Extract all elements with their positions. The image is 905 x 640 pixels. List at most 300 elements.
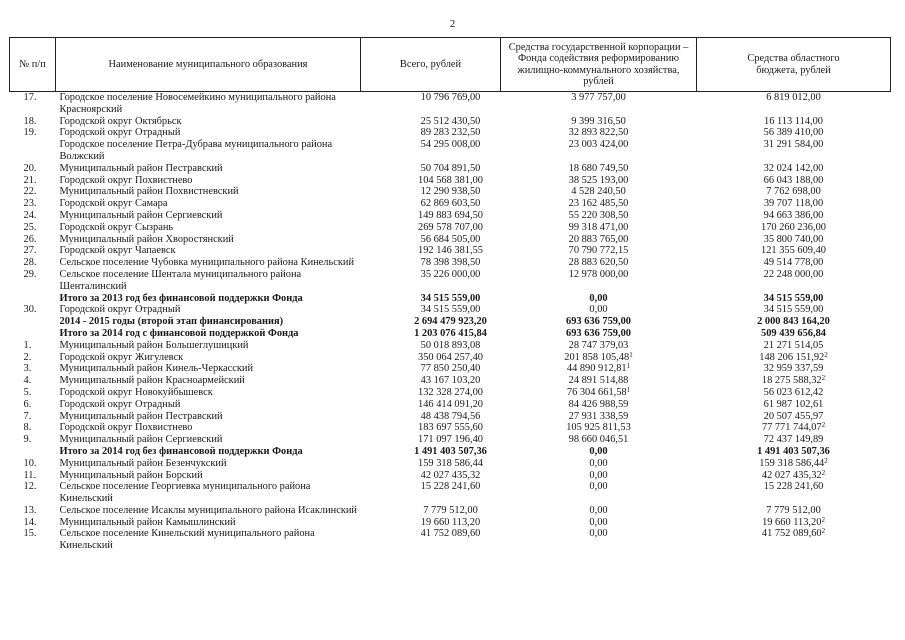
regional-amount-cell-text: 39 707 118,00: [763, 198, 824, 210]
row-number-cell-text: 21.: [23, 174, 37, 186]
total-amount-cell-text: 43 167 103,20: [420, 375, 481, 387]
fund-amount-cell: [501, 257, 697, 269]
municipality-name-cell: [56, 517, 361, 529]
footnote-marker: 2: [821, 515, 825, 524]
table-row: [10, 127, 891, 139]
regional-amount-cell: [697, 528, 891, 552]
fund-amount-cell-text: 55 220 308,50: [568, 209, 629, 221]
fund-amount-cell: [501, 175, 697, 187]
municipality-name-cell-text: Городской округ Октябрьск: [59, 115, 182, 127]
table-row: [10, 175, 891, 187]
total-amount-cell: [361, 505, 501, 517]
row-number-cell: [10, 245, 56, 257]
fund-amount-cell-text: 99 318 471,00: [568, 221, 629, 233]
regional-amount-cell: [697, 411, 891, 423]
footnote-marker: 1: [629, 350, 633, 359]
fund-amount-cell-text: 0,00: [589, 292, 608, 304]
fund-amount-cell: [501, 352, 697, 364]
total-amount-cell: [361, 175, 501, 187]
row-number-cell-text: 19.: [23, 127, 37, 139]
regional-amount-cell: [697, 116, 891, 128]
fund-amount-cell: [501, 116, 697, 128]
fund-amount-cell: [501, 198, 697, 210]
municipality-name-cell: [56, 139, 361, 163]
municipality-name-cell-text: Муниципальный район Большеглушицкий: [59, 339, 249, 351]
regional-amount-cell: [697, 198, 891, 210]
total-amount-cell: [361, 399, 501, 411]
footnote-marker: 2: [821, 527, 826, 536]
fund-amount-cell-text: 76 304 661,58: [566, 386, 627, 398]
table-row: [10, 517, 891, 529]
fund-amount-cell: [501, 163, 697, 175]
row-number-cell-text: 26.: [23, 233, 37, 245]
row-number-cell: [10, 328, 56, 340]
fund-amount-cell: [501, 340, 697, 352]
page-number: 2: [449, 18, 456, 30]
fund-amount-cell: [501, 222, 697, 234]
row-number-cell: [10, 257, 56, 269]
row-number-cell: [10, 269, 56, 293]
regional-amount-cell-text: 72 437 149,89: [763, 434, 824, 446]
total-amount-cell: [361, 269, 501, 293]
fund-amount-cell: [501, 470, 697, 482]
row-number-cell-text: 1.: [23, 339, 32, 351]
municipality-name-cell-text: Итого за 2013 год без финансовой поддержки Фонда: [59, 292, 303, 304]
total-amount-cell: [361, 210, 501, 222]
fund-amount-cell-text: 105 925 811,53: [566, 422, 631, 434]
row-number-cell-text: 22.: [23, 186, 37, 198]
row-number-cell-text: 6.: [23, 398, 32, 410]
row-number-cell: [10, 352, 56, 364]
fund-amount-cell-text: 28 747 379,03: [568, 339, 629, 351]
table-row: [10, 458, 891, 470]
municipality-name-cell-text: Муниципальный район Камышлинский: [59, 516, 236, 528]
table-row: [10, 163, 891, 175]
total-amount-cell-text: 146 414 091,20: [418, 398, 483, 410]
row-number-cell-text: 13.: [23, 504, 37, 516]
row-number-cell: [10, 458, 56, 470]
table-row: [10, 92, 891, 116]
row-number-cell-text: 3.: [23, 363, 32, 375]
municipality-name-cell-text: Муниципальный район Пестравский: [59, 410, 223, 422]
fund-amount-cell-text: 0,00: [589, 304, 608, 316]
fund-amount-cell: [501, 422, 697, 434]
total-amount-cell-text: 12 290 938,50: [420, 186, 481, 198]
regional-amount-cell: [697, 127, 891, 139]
regional-amount-cell-text: 56 389 410,00: [763, 127, 824, 139]
municipality-name-cell: [56, 375, 361, 387]
fund-amount-cell: [501, 139, 697, 163]
fund-amount-cell-text: 4 528 240,50: [571, 186, 626, 198]
total-amount-cell: [361, 316, 501, 328]
regional-amount-cell: [697, 363, 891, 375]
regional-amount-cell-text: 16 113 114,00: [764, 115, 823, 127]
municipality-name-cell: [56, 186, 361, 198]
fund-amount-cell-text: 32 893 822,50: [568, 127, 629, 139]
municipality-name-cell-text: Сельское поселение Чубовка муниципального района Кинельский: [59, 257, 355, 269]
regional-amount-cell: [697, 293, 891, 305]
regional-amount-cell-text: 7 762 698,00: [766, 186, 821, 198]
regional-amount-cell: [697, 505, 891, 517]
row-number-cell: [10, 316, 56, 328]
header-total: Всего, рублей: [361, 38, 501, 92]
row-number-cell: [10, 293, 56, 305]
total-amount-cell: [361, 387, 501, 399]
total-amount-cell: [361, 163, 501, 175]
table-body: [10, 92, 891, 553]
fund-amount-cell: [501, 92, 697, 116]
footnote-marker: 1: [626, 362, 631, 371]
fund-amount-cell-text: 0,00: [589, 469, 608, 481]
table-row: [10, 245, 891, 257]
row-number-cell: [10, 163, 56, 175]
regional-amount-cell: [697, 422, 891, 434]
row-number-cell-text: 30.: [23, 304, 37, 316]
table-row: [10, 340, 891, 352]
fund-amount-cell-text: 693 636 759,00: [566, 327, 631, 339]
total-amount-cell-text: 77 850 250,40: [420, 363, 481, 375]
total-amount-cell-text: 132 328 274,00: [418, 386, 483, 398]
footnote-marker: 2: [821, 468, 826, 477]
regional-amount-cell-text: 32 959 337,59: [763, 363, 824, 375]
total-amount-cell: [361, 234, 501, 246]
table-row: [10, 352, 891, 364]
total-amount-cell-text: 50 704 891,50: [420, 162, 481, 174]
municipality-name-cell-text: Городской округ Чапаевск: [59, 245, 176, 257]
fund-amount-cell: [501, 399, 697, 411]
total-amount-cell-text: 19 660 113,20: [420, 516, 481, 528]
total-amount-cell-text: 34 515 559,00: [420, 292, 481, 304]
municipality-name-cell-text: Муниципальный район Похвистневский: [59, 186, 239, 198]
row-number-cell: [10, 304, 56, 316]
municipality-name-cell-text: Муниципальный район Сергиевский: [59, 434, 223, 446]
regional-amount-cell-text: 56 023 612,42: [763, 386, 824, 398]
regional-amount-cell: [697, 446, 891, 458]
row-number-cell: [10, 186, 56, 198]
fund-amount-cell-text: 70 790 772,15: [568, 245, 629, 257]
fund-amount-cell-text: 0,00: [589, 516, 608, 528]
regional-amount-cell: [697, 340, 891, 352]
row-number-cell: [10, 139, 56, 163]
regional-amount-cell: [697, 470, 891, 482]
row-number-cell-text: 8.: [23, 422, 32, 434]
total-amount-cell-text: 7 779 512,00: [423, 504, 478, 516]
table-row: [10, 446, 891, 458]
total-amount-cell: [361, 304, 501, 316]
row-number-cell-text: 29.: [23, 268, 37, 280]
municipality-name-cell: [56, 198, 361, 210]
table-row: [10, 234, 891, 246]
regional-amount-cell: [697, 139, 891, 163]
total-amount-cell: [361, 340, 501, 352]
fund-amount-cell-text: 28 883 620,50: [568, 257, 629, 269]
table-row: [10, 293, 891, 305]
total-amount-cell: [361, 517, 501, 529]
fund-amount-cell-text: 27 931 338,59: [568, 410, 629, 422]
municipality-name-cell-text: Городской округ Отрадный: [59, 398, 181, 410]
table-row: [10, 139, 891, 163]
municipality-name-cell: [56, 269, 361, 293]
municipality-name-cell: [56, 387, 361, 399]
regional-amount-cell: [697, 175, 891, 187]
fund-amount-cell-text: 98 660 046,51: [568, 434, 629, 446]
fund-amount-cell-text: 23 003 424,00: [568, 139, 629, 151]
row-number-cell: [10, 422, 56, 434]
table-row: [10, 422, 891, 434]
municipality-name-cell-text: 2014 - 2015 годы (второй этап финансирования): [59, 316, 284, 328]
municipality-name-cell-text: Итого за 2014 год без финансовой поддержки Фонда: [59, 445, 303, 457]
total-amount-cell-text: 50 018 893,08: [420, 339, 481, 351]
fund-amount-cell: [501, 434, 697, 446]
row-number-cell-text: 12.: [23, 481, 37, 493]
fund-amount-cell: [501, 210, 697, 222]
fund-amount-cell-text: 38 525 193,00: [568, 174, 629, 186]
municipality-name-cell: [56, 92, 361, 116]
total-amount-cell-text: 2 694 479 923,20: [414, 316, 487, 328]
total-amount-cell-text: 171 097 196,40: [418, 434, 483, 446]
regional-amount-cell-text: 31 291 584,00: [763, 139, 824, 151]
total-amount-cell: [361, 470, 501, 482]
row-number-cell-text: 4.: [23, 375, 32, 387]
total-amount-cell: [361, 528, 501, 552]
regional-amount-cell-text: 66 043 188,00: [763, 174, 824, 186]
total-amount-cell-text: 56 684 505,00: [420, 233, 481, 245]
fund-amount-cell: [501, 458, 697, 470]
table-header-row: [10, 38, 891, 92]
table-row: [10, 316, 891, 328]
municipality-name-cell: [56, 352, 361, 364]
total-amount-cell-text: 48 438 794,56: [420, 410, 481, 422]
fund-amount-cell: [501, 517, 697, 529]
total-amount-cell-text: 34 515 559,00: [420, 304, 481, 316]
row-number-cell: [10, 210, 56, 222]
row-number-cell: [10, 127, 56, 139]
row-number-cell: [10, 198, 56, 210]
fund-amount-cell-text: 693 636 759,00: [566, 316, 631, 328]
municipality-name-cell: [56, 316, 361, 328]
fund-amount-cell: [501, 304, 697, 316]
table-row: [10, 387, 891, 399]
table-row: [10, 399, 891, 411]
row-number-cell: [10, 470, 56, 482]
fund-amount-cell-text: 84 426 988,59: [568, 398, 629, 410]
municipality-name-cell: [56, 304, 361, 316]
municipality-name-cell: [56, 116, 361, 128]
regional-amount-cell: [697, 375, 891, 387]
total-amount-cell: [361, 446, 501, 458]
municipality-name-cell: [56, 470, 361, 482]
fund-amount-cell: [501, 481, 697, 505]
municipality-name-cell: [56, 175, 361, 187]
fund-amount-cell: [501, 528, 697, 552]
regional-amount-cell: [697, 517, 891, 529]
fund-amount-cell-text: 12 978 000,00: [568, 268, 629, 280]
footnote-marker: 2: [824, 456, 828, 465]
regional-amount-cell: [697, 92, 891, 116]
regional-amount-cell-text: 49 514 778,00: [763, 257, 824, 269]
regional-amount-cell: [697, 316, 891, 328]
regional-amount-cell-text: 148 206 151,92: [759, 351, 825, 363]
total-amount-cell-text: 89 283 232,50: [420, 127, 481, 139]
fund-amount-cell: [501, 411, 697, 423]
table-row: [10, 434, 891, 446]
regional-amount-cell-text: 42 027 435,32: [761, 469, 822, 481]
footnote-marker: 2: [824, 350, 828, 359]
row-number-cell: [10, 175, 56, 187]
regional-amount-cell-text: 21 271 514,05: [763, 339, 824, 351]
regional-amount-cell: [697, 387, 891, 399]
table-row: [10, 528, 891, 552]
regional-amount-cell-text: 121 355 609,40: [761, 245, 826, 257]
table-row: [10, 198, 891, 210]
row-number-cell: [10, 375, 56, 387]
municipality-name-cell: [56, 257, 361, 269]
total-amount-cell: [361, 458, 501, 470]
row-number-cell: [10, 222, 56, 234]
header-regional: Средства областного бюджета, рублей: [697, 38, 891, 92]
total-amount-cell: [361, 186, 501, 198]
row-number-cell-text: 17.: [23, 92, 37, 103]
regional-amount-cell-text: 41 752 089,60: [761, 528, 822, 540]
fund-amount-cell: [501, 375, 697, 387]
total-amount-cell: [361, 411, 501, 423]
row-number-cell: [10, 340, 56, 352]
regional-amount-cell-text: 22 248 000,00: [763, 268, 824, 280]
regional-amount-cell-text: 2 000 843 164,20: [757, 316, 830, 328]
regional-amount-cell-text: 61 987 102,61: [763, 398, 824, 410]
table-row: [10, 222, 891, 234]
municipality-name-cell: [56, 505, 361, 517]
total-amount-cell-text: 350 064 257,40: [418, 351, 483, 363]
header-name: Наименование муниципального образования: [56, 38, 361, 92]
fund-amount-cell-text: 44 890 912,81: [566, 363, 627, 375]
table-row: [10, 375, 891, 387]
municipality-name-cell-text: Городской округ Самара: [59, 198, 168, 210]
regional-amount-cell: [697, 458, 891, 470]
municipality-name-cell: [56, 399, 361, 411]
regional-amount-cell: [697, 245, 891, 257]
table-row: [10, 210, 891, 222]
municipality-name-cell-text: Муниципальный район Борский: [59, 469, 203, 481]
row-number-cell: [10, 505, 56, 517]
total-amount-cell-text: 149 883 694,50: [418, 209, 483, 221]
regional-amount-cell-text: 34 515 559,00: [763, 304, 824, 316]
regional-amount-cell-text: 1 491 403 507,36: [757, 445, 830, 457]
total-amount-cell-text: 42 027 435,32: [420, 469, 481, 481]
header-fund: Средства государственной корпорации – Фонда содействия реформированию жилищно-коммунального хозяйства, рублей: [501, 38, 697, 92]
row-number-cell: [10, 399, 56, 411]
table-row: [10, 269, 891, 293]
row-number-cell-text: 15.: [23, 528, 37, 540]
regional-amount-cell: [697, 234, 891, 246]
funding-table: [9, 37, 891, 552]
row-number-cell: [10, 363, 56, 375]
municipality-name-cell: [56, 163, 361, 175]
row-number-cell-text: 2.: [23, 351, 32, 363]
row-number-cell-text: 5.: [23, 386, 32, 398]
total-amount-cell: [361, 328, 501, 340]
fund-amount-cell-text: 0,00: [589, 457, 608, 469]
footnote-marker: 1: [626, 385, 631, 394]
total-amount-cell: [361, 352, 501, 364]
row-number-cell-text: 10.: [23, 457, 37, 469]
municipality-name-cell-text: Муниципальный район Сергиевский: [59, 209, 223, 221]
table-row: [10, 116, 891, 128]
total-amount-cell: [361, 422, 501, 434]
total-amount-cell: [361, 222, 501, 234]
municipality-name-cell-text: Городской округ Похвистнево: [59, 422, 193, 434]
municipality-name-cell-text: Муниципальный район Безенчукский: [59, 457, 227, 469]
fund-amount-cell: [501, 127, 697, 139]
row-number-cell-text: 9.: [23, 434, 32, 446]
regional-amount-cell-text: 170 260 236,00: [761, 221, 826, 233]
row-number-cell-text: 7.: [23, 410, 32, 422]
table-row: [10, 328, 891, 340]
regional-amount-cell: [697, 304, 891, 316]
fund-amount-cell-text: 23 162 485,50: [568, 198, 629, 210]
total-amount-cell-text: 192 146 381,55: [418, 245, 483, 257]
regional-amount-cell-text: 35 800 740,00: [763, 233, 824, 245]
total-amount-cell-text: 104 568 381,00: [418, 174, 483, 186]
footnote-marker: 2: [821, 374, 826, 383]
municipality-name-cell-text: Городское поселение Петра-Дубрава муниципального района Волжский: [59, 139, 333, 162]
row-number-cell-text: 20.: [23, 162, 37, 174]
regional-amount-cell: [697, 434, 891, 446]
row-number-cell: [10, 481, 56, 505]
table-row: [10, 363, 891, 375]
row-number-cell: [10, 446, 56, 458]
total-amount-cell-text: 62 869 603,50: [420, 198, 481, 210]
footnote-marker: 2: [821, 421, 826, 430]
total-amount-cell: [361, 434, 501, 446]
table-row: [10, 304, 891, 316]
table-row: [10, 186, 891, 198]
total-amount-cell-text: 35 226 000,00: [420, 268, 481, 280]
municipality-name-cell: [56, 411, 361, 423]
table-row: [10, 257, 891, 269]
fund-amount-cell: [501, 186, 697, 198]
regional-amount-cell: [697, 328, 891, 340]
municipality-name-cell: [56, 458, 361, 470]
municipality-name-cell-text: Городской округ Сызрань: [59, 221, 174, 233]
municipality-name-cell-text: Итого за 2014 год с финансовой поддержкой Фонда: [59, 327, 299, 339]
municipality-name-cell: [56, 363, 361, 375]
regional-amount-cell-text: 20 507 455,97: [763, 410, 824, 422]
municipality-name-cell-text: Сельское поселение Кинельский муниципального района Кинельский: [59, 528, 315, 552]
regional-amount-cell: [697, 210, 891, 222]
municipality-name-cell-text: Городской округ Новокуйбышевск: [59, 386, 213, 398]
total-amount-cell: [361, 139, 501, 163]
regional-amount-cell-text: 159 318 586,44: [759, 457, 825, 469]
regional-amount-cell-text: 77 771 744,07: [761, 422, 822, 434]
total-amount-cell: [361, 245, 501, 257]
total-amount-cell-text: 1 491 403 507,36: [414, 445, 487, 457]
fund-amount-cell: [501, 293, 697, 305]
fund-amount-cell: [501, 269, 697, 293]
regional-amount-cell: [697, 269, 891, 293]
municipality-name-cell: [56, 340, 361, 352]
municipality-name-cell-text: Муниципальный район Кинель-Черкасский: [59, 363, 254, 375]
municipality-name-cell: [56, 245, 361, 257]
municipality-name-cell: [56, 293, 361, 305]
regional-amount-cell-text: 7 779 512,00: [766, 504, 821, 516]
fund-amount-cell-text: 20 883 765,00: [568, 233, 629, 245]
row-number-cell-text: 25.: [23, 221, 37, 233]
total-amount-cell: [361, 481, 501, 505]
total-amount-cell-text: 41 752 089,60: [420, 528, 481, 540]
total-amount-cell: [361, 198, 501, 210]
municipality-name-cell-text: Городской округ Отрадный: [59, 127, 181, 139]
